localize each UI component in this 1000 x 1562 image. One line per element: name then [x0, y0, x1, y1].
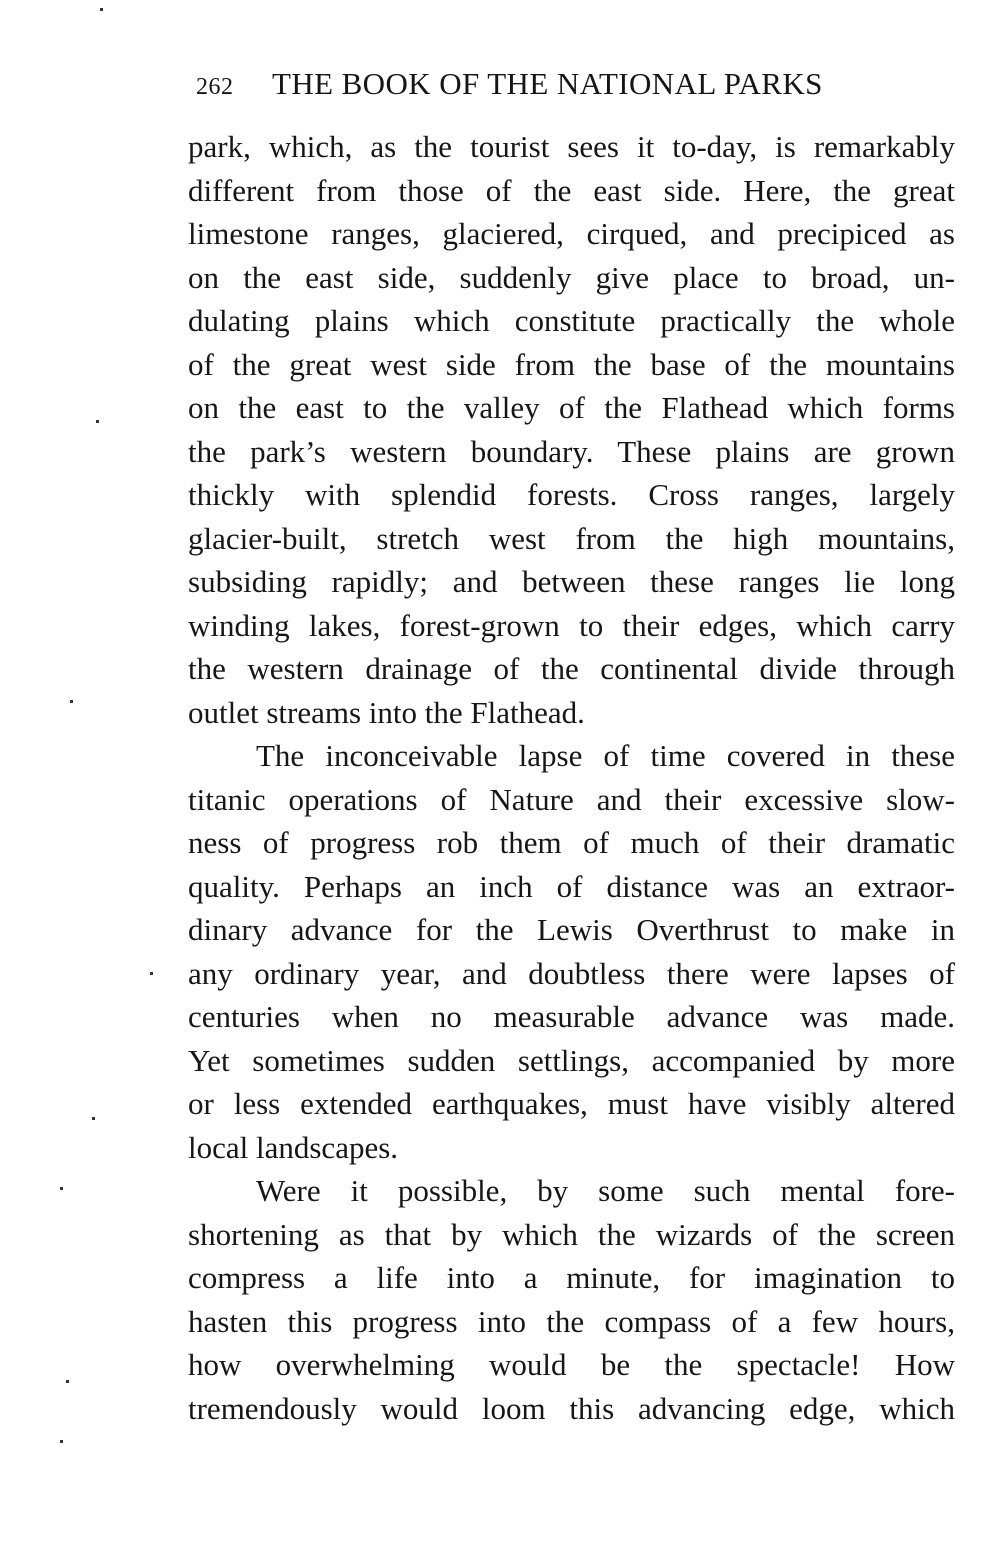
- text-line: the western drainage of the continental divide through: [188, 651, 955, 686]
- text-line: the park’s western boundary. These plains are grown: [188, 433, 955, 469]
- scan-speck: [60, 1440, 63, 1443]
- text-line: of the great west side from the base of the mountains: [188, 346, 955, 382]
- text-line: different from those of the east side. Here, the great: [188, 172, 955, 208]
- text-line: any ordinary year, and doubtless there were lapses of: [188, 955, 955, 991]
- text-line: local landscapes.: [188, 1129, 399, 1165]
- text-line: ness of progress rob them of much of their dramatic: [188, 825, 955, 860]
- text-line: winding lakes, forest-grown to their edges, which carry: [188, 607, 955, 643]
- text-line: titanic operations of Nature and their excessive slow-: [188, 781, 955, 817]
- text-line: dulating plains which constitute practically the whole: [188, 303, 955, 338]
- page-header: [180, 66, 940, 110]
- scan-speck: [96, 420, 99, 423]
- text-line: or less extended earthquakes, must have visibly altered: [188, 1086, 955, 1121]
- text-line: glacier-built, stretch west from the high mountains,: [188, 520, 955, 556]
- scan-speck: [100, 8, 103, 11]
- page-number: 262: [196, 74, 234, 100]
- text-line: limestone ranges, glaciered, cirqued, and precipiced as: [188, 216, 955, 251]
- scan-speck: [92, 1117, 95, 1120]
- paragraph-first-line: Were it possible, by some such mental fore-: [256, 1173, 955, 1208]
- text-line: tremendously would loom this advancing edge, which: [188, 1390, 955, 1426]
- scan-speck: [150, 972, 153, 975]
- body-text: [188, 125, 955, 1430]
- scan-speck: [66, 1380, 69, 1383]
- paragraph-first-line: The inconceivable lapse of time covered in these: [256, 738, 955, 773]
- text-line: dinary advance for the Lewis Overthrust to make in: [188, 912, 955, 947]
- running-head: THE BOOK OF THE NATIONAL PARKS: [272, 66, 823, 101]
- scan-speck: [70, 700, 73, 703]
- text-line: on the east side, suddenly give place to broad, un-: [188, 259, 955, 295]
- scan-speck: [60, 1187, 63, 1190]
- text-line: shortening as that by which the wizards of the screen: [188, 1216, 955, 1252]
- text-line: hasten this progress into the compass of a few hours,: [188, 1303, 955, 1339]
- text-line: compress a life into a minute, for imagination to: [188, 1260, 955, 1295]
- text-line: thickly with splendid forests. Cross ranges, largely: [188, 477, 955, 512]
- text-line: on the east to the valley of the Flathead which forms: [188, 390, 955, 425]
- text-line: how overwhelming would be the spectacle! How: [188, 1347, 955, 1382]
- text-line: park, which, as the tourist sees it to-day, is remarkably: [188, 129, 955, 164]
- text-line: quality. Perhaps an inch of distance was an extraor-: [188, 868, 955, 904]
- text-line: subsiding rapidly; and between these ranges lie long: [188, 564, 955, 599]
- text-line: Yet sometimes sudden settlings, accompanied by more: [188, 1042, 955, 1078]
- text-line: centuries when no measurable advance was made.: [188, 999, 955, 1034]
- text-line: outlet streams into the Flathead.: [188, 694, 585, 730]
